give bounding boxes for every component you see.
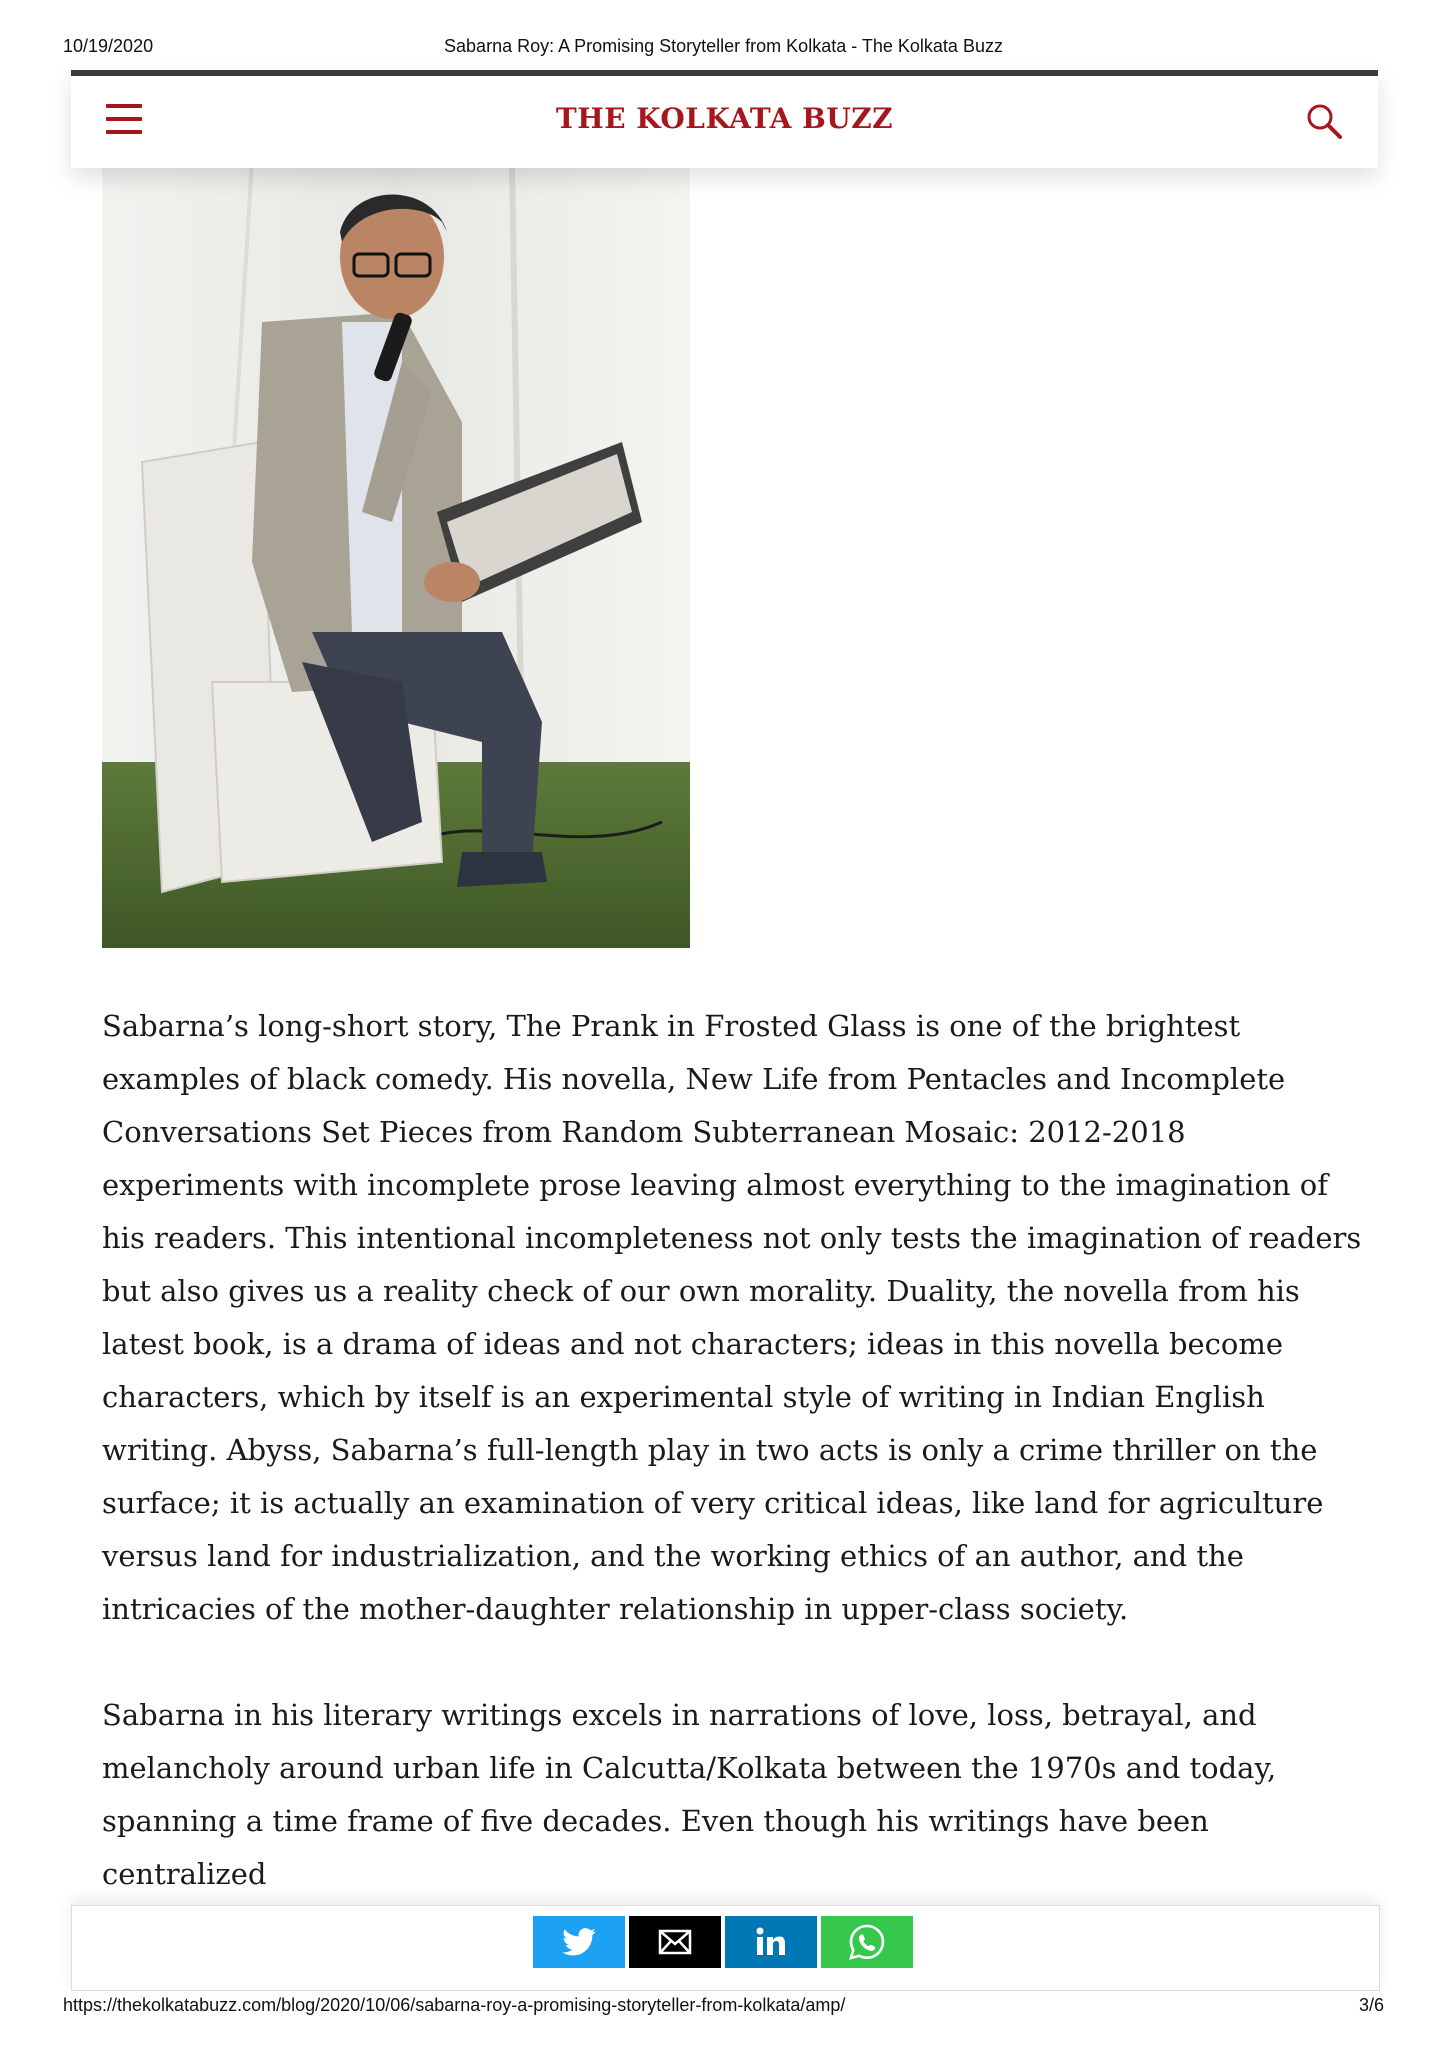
- article-paragraph: Sabarna in his literary writings excels in narrations of love, loss, betrayal, and melancholy around urban life in Calcutta/Kolkata between the 1970s and today, spanning a time frame of five decades. Even though his writings have been centralized: [102, 1698, 1277, 1891]
- twitter-share-button[interactable]: [533, 1916, 625, 1968]
- print-date: 10/19/2020: [63, 36, 154, 56]
- whatsapp-share-button[interactable]: [821, 1916, 913, 1968]
- email-share-button[interactable]: [629, 1916, 721, 1968]
- site-title[interactable]: THE KOLKATA BUZZ: [555, 102, 894, 135]
- print-url: https://thekolkatabuzz.com/blog/2020/10/06/sabarna-roy-a-promising-storyteller-from-kolkata/amp/: [63, 1995, 846, 2015]
- article-paragraph: Sabarna’s long-short story, The Prank in Frosted Glass is one of the brightest examples of black comedy. His novella, New Life from Pentacles and Incomplete Conversations Set Pieces from Random Subterranean Mosaic: 2012-2018 experiments with incomplete prose leaving almost everything to the imagination of his readers. This intentional incompleteness not only tests the imagination of readers but also gives us a reality check of our own morality. Duality, the novella from his latest book, is a drama of ideas and not characters; ideas in this novella become characters, which by itself is an experimental style of writing in Indian English writing. Abyss, Sabarna’s full-length play in two acts is only a crime thriller on the surface; it is actually an examination of very critical ideas, like land for agriculture versus land for industrialization, and the working ethics of an author, and the intricacies of the mother-daughter relationship in upper-class society.: [102, 1009, 1362, 1626]
- email-icon: [658, 1929, 692, 1955]
- article-photo: [102, 162, 690, 948]
- twitter-icon: [562, 1928, 596, 1956]
- linkedin-share-button[interactable]: [725, 1916, 817, 1968]
- share-buttons: [533, 1916, 913, 1968]
- share-bar: [71, 1905, 1380, 1991]
- article-body: [102, 1000, 1362, 2007]
- linkedin-icon: [754, 1927, 788, 1957]
- print-page-title: Sabarna Roy: A Promising Storyteller from Kolkata - The Kolkata Buzz: [444, 36, 1003, 56]
- print-page-number: 3/6: [1358, 1995, 1384, 2015]
- search-icon[interactable]: [1304, 101, 1344, 141]
- whatsapp-icon: [848, 1923, 886, 1961]
- photo-placeholder: [102, 162, 690, 948]
- site-header: [71, 70, 1378, 168]
